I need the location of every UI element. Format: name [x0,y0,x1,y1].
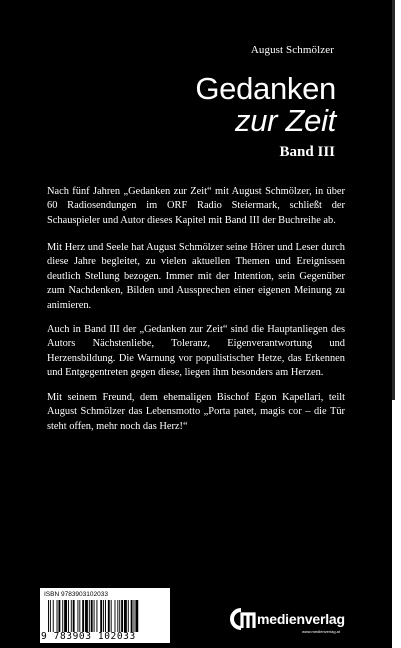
author-name: August Schmölzer [250,44,334,56]
book-title-line2: zur Zeit [235,103,336,138]
cm-logo-icon [130,506,256,632]
barcode-bars [48,600,162,632]
publisher-name: medienverlag [257,611,345,627]
blurb-paragraph-2: Mit Herz und Seele hat August Schmölzer seine Hörer und Leser durch diese Jahre begleitet, zu vielen aktuellen Themen und Ereignissen deutlich Stellung bezogen. Immer mit der Intention, sein Gegenüber zum Nachdenken, Bilden und Aussprechen einer eigenen Meinung zu animieren. [47,242,345,311]
blurb-paragraph-1: Nach fünf Jahren „Gedanken zur Zeit“ mit August Schmölzer, in über 60 Radiosendungen im ORF Radio Steiermark, schließt der Schauspieler und Autor dieses Kapitel mit Band III der Buchreihe ab. [47,186,345,226]
page-edge [392,0,401,648]
isbn-label: ISBN 9783903102033 [44,591,108,598]
barcode-digits: 9 783903 102033 [41,631,136,642]
publisher-logo [130,506,350,638]
blurb-paragraph-4: Mit seinem Freund, dem ehemaligen Bischof Egon Kapellari, teilt August Schmölzer das Lebensmotto „Porta patet, magis cor – die Tür steht offen, mehr noch das Herz!“ [47,392,345,432]
book-title-line1: Gedanken [195,71,336,106]
isbn-barcode [40,588,170,643]
blurb-paragraph-3: Auch in Band III der „Gedanken zur Zeit“ sind die Hauptanliegen des Autors Nächstenliebe, Toleranz, Eigenverantwortung und Herzensbildung. Die Warnung vor populistischer Hetze, das Erkennen und Entgegentreten gegen diese, liegen ihm besonders am Herzen. [47,324,345,379]
logo-letters: cm [130,506,132,507]
volume-label: Band III [279,144,335,160]
publisher-url: www.medienverlag.at [302,629,341,634]
